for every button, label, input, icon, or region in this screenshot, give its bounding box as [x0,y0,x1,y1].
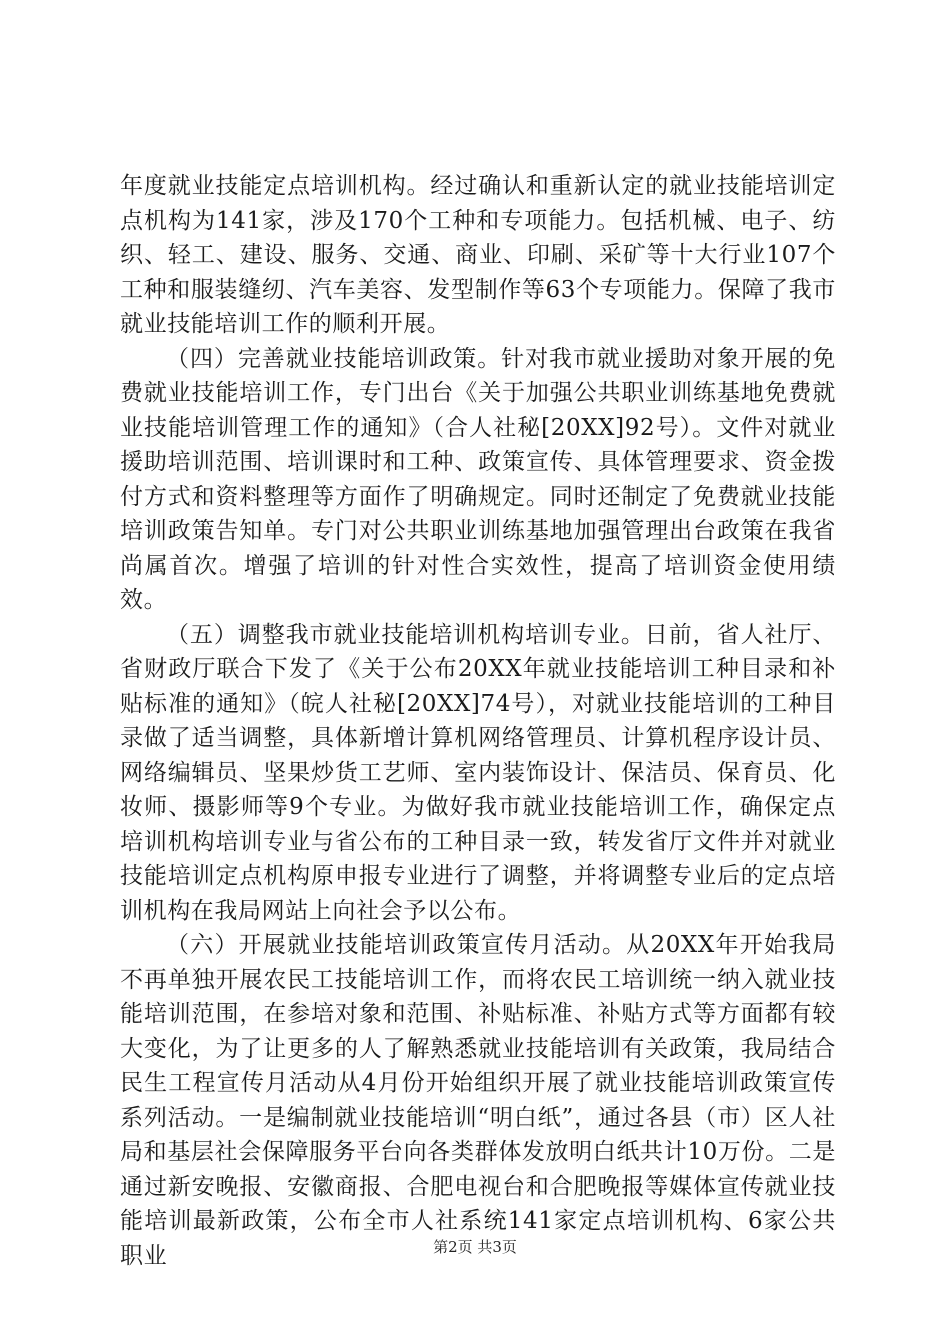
page-footer: 第2页 共3页 [433,1238,517,1256]
paragraph-section-6: （六）开展就业技能培训政策宣传月活动。从20XX年开始我局不再单独开展农民工技能培训工作，而将农民工培训统一纳入就业技能培训范围，在参培对象和范围、补贴标准、补贴方式等方面都有较大变化，为了让更多的人了解熟悉就业技能培训有关政策，我局结合民生工程宣传月活动从4月份开始组织开展了就业技能培训政策宣传系列活动。一是编制就业技能培训“明白纸”，通过各县（市）区人社局和基层社会保障服务平台向各类群体发放明白纸共计10万份。二是通过新安晚报、安徽商报、合肥电视台和合肥晚报等媒体宣传就业技能培训最新政策，公布全市人社系统141家定点培训机构、6家公共职业 [120,932,836,1269]
paragraph-continuation: 年度就业技能定点培训机构。经过确认和重新认定的就业技能培训定点机构为141家，涉及170个工种和专项能力。包括机械、电子、纺织、轻工、建设、服务、交通、商业、印刷、采矿等十大行业107个工种和服装缝纫、汽车美容、发型制作等63个专项能力。保障了我市就业技能培训工作的顺利开展。 [120,173,836,337]
paragraph-section-4: （四）完善就业技能培训政策。针对我市就业援助对象开展的免费就业技能培训工作，专门出台《关于加强公共职业训练基地免费就业技能培训管理工作的通知》（合人社秘[20XX]92号）。文件对就业援助培训范围、培训课时和工种、政策宣传、具体管理要求、资金拨付方式和资料整理等方面作了明确规定。同时还制定了免费就业技能培训政策告知单。专门对公共职业训练基地加强管理出台政策在我省尚属首次。增强了培训的针对性合实效性，提高了培训资金使用绩效。 [120,345,836,613]
document-body [120,169,836,1273]
paragraph-section-5: （五）调整我市就业技能培训机构培训专业。日前，省人社厅、省财政厅联合下发了《关于公布20XX年就业技能培训工种目录和补贴标准的通知》（皖人社秘[20XX]74号），对就业技能培训的工种目录做了适当调整，具体新增计算机网络管理员、计算机程序设计员、网络编辑员、坚果炒货工艺师、室内装饰设计、保洁员、保育员、化妆师、摄影师等9个专业。为做好我市就业技能培训工作，确保定点培训机构培训专业与省公布的工种目录一致，转发省厅文件并对就业技能培训定点机构原申报专业进行了调整，并将调整专业后的定点培训机构在我局网站上向社会予以公布。 [120,621,836,924]
